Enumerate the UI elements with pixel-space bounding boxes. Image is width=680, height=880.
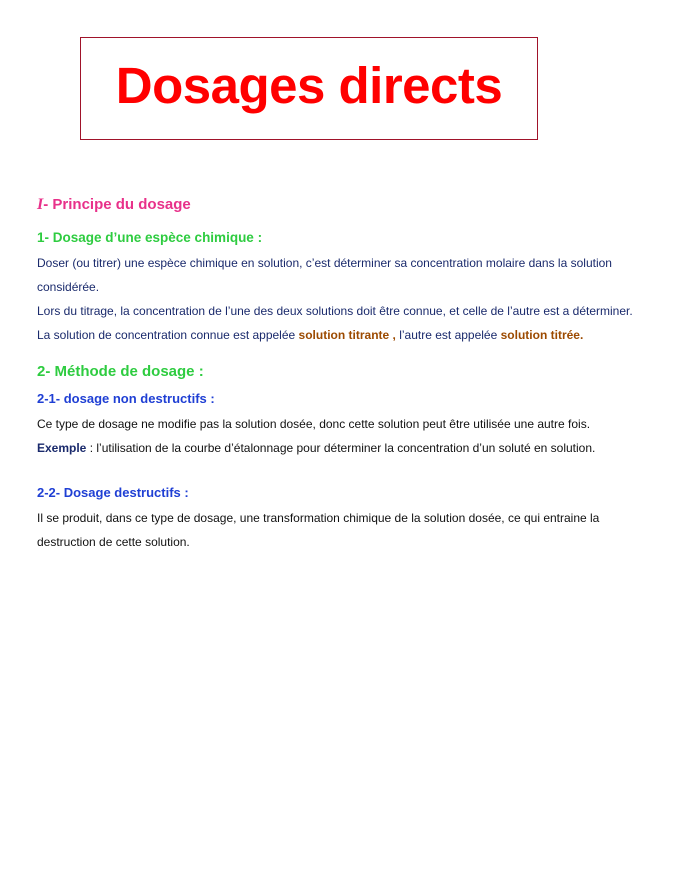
exemple-label: Exemple <box>37 441 87 455</box>
exemple-text: : l’utilisation de la courbe d’étalonnage pour déterminer la concentration d’un soluté en solution. <box>86 441 596 455</box>
solutions-text-1: La solution de concentration connue est appelée <box>37 328 299 342</box>
paragraph-non-destructif: Ce type de dosage ne modifie pas la solution dosée, donc cette solution peut être utilisée une autre fois. <box>37 417 591 431</box>
section-heading-principe <box>37 192 637 218</box>
solutions-text-2: l’autre est appelée <box>395 328 501 342</box>
paragraph-solutions <box>37 323 637 347</box>
term-solution-titree: solution titrée. <box>500 328 584 342</box>
document-body <box>37 192 637 554</box>
section-title: - Principe du dosage <box>43 196 191 213</box>
section-number: I <box>37 196 44 213</box>
paragraph-titrage: Lors du titrage, la concentration de l’une des deux solutions doit être connue, et celle de l’autre est a déterminer. <box>37 304 633 318</box>
subsubsection-heading-destructifs: 2-2- Dosage destructifs : <box>37 485 189 500</box>
term-solution-titrante: solution titrante , <box>298 328 396 342</box>
paragraph-destructif: Il se produit, dans ce type de dosage, une transformation chimique de la solution dosée, ce qui entraine la destruction de cette solution. <box>37 511 600 549</box>
paragraph-definition: Doser (ou titrer) une espèce chimique en solution, c’est déterminer sa concentration molaire dans la solution considérée. <box>37 256 612 294</box>
subsection-heading-methode: 2- Méthode de dosage : <box>37 363 204 380</box>
title-box <box>80 37 538 140</box>
page-title: Dosages directs <box>115 57 503 114</box>
subsubsection-heading-non-destructifs: 2-1- dosage non destructifs : <box>37 391 215 406</box>
subsection-heading-dosage-espece: 1- Dosage d’une espèce chimique : <box>37 230 263 245</box>
paragraph-exemple <box>37 436 637 460</box>
